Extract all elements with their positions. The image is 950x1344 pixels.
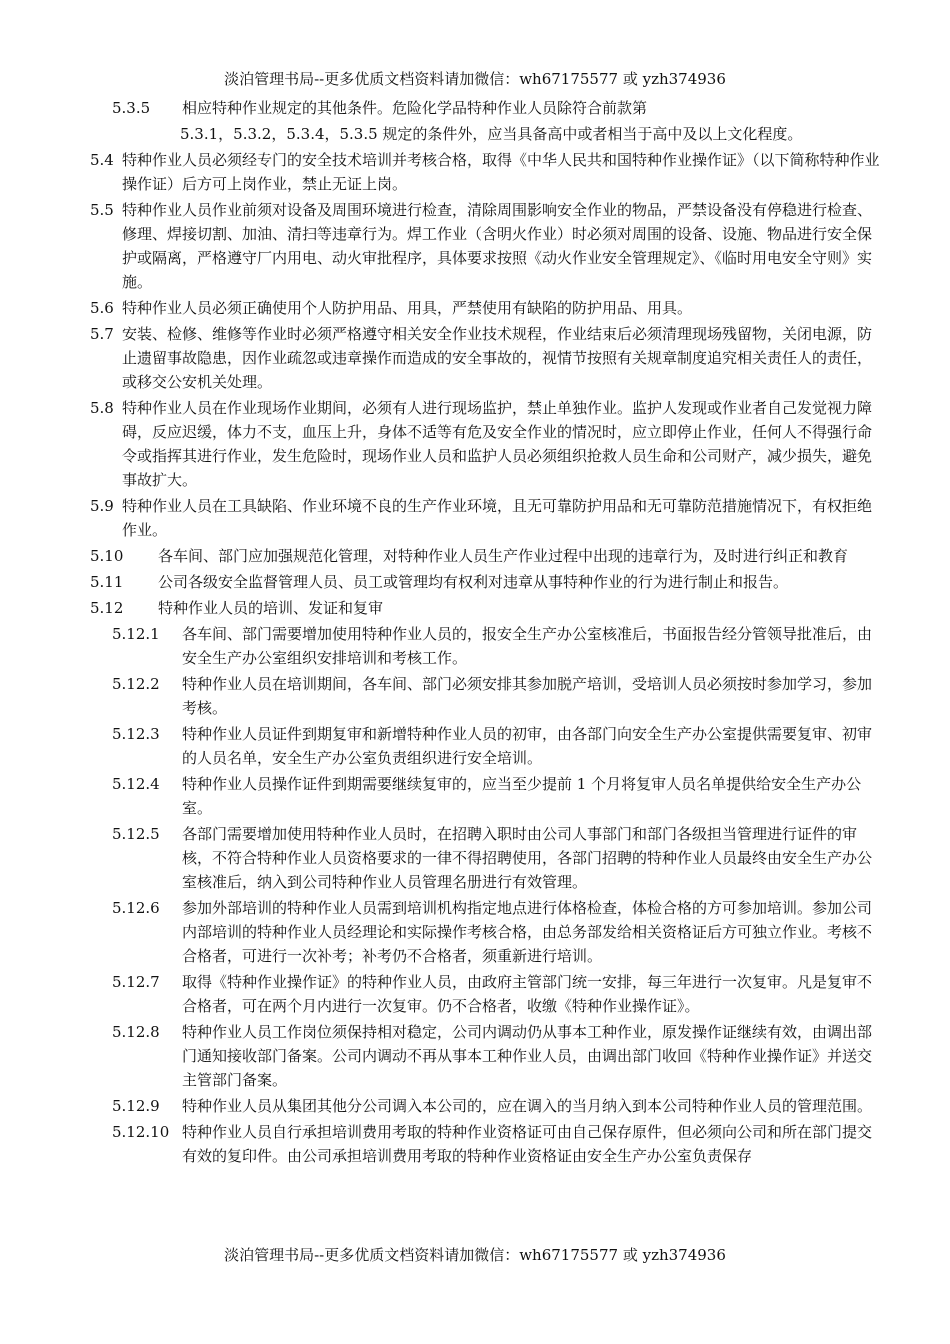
clause-number: 5.12.1 bbox=[112, 625, 160, 643]
clause-text: 相应特种作业规定的其他条件。危险化学品特种作业人员除符合前款第 bbox=[182, 99, 648, 117]
clause-text: 特种作业人员在作业现场作业期间，必须有人进行现场监护，禁止单独作业。监护人发现或作业者自己发觉视力障碍，反应迟缓，体力不支，血压上升，身体不适等有危及安全作业的情况时，应立即停止作业，任何人不得强行命令或指挥其进行作业，发生危险时，现场作业人员和监护人员必须组织抢救人员生命和公司财产，减少损失，避免事故扩大。 bbox=[122, 399, 873, 489]
clause-number: 5.12.2 bbox=[112, 675, 160, 693]
clause-text: 各车间、部门应加强规范化管理，对特种作业人员生产作业过程中出现的违章行为，及时进行纠正和教育 bbox=[158, 547, 849, 565]
clause-5-12-10 bbox=[0, 1120, 950, 1168]
clause-number: 5.12.3 bbox=[112, 725, 160, 743]
clause-number: 5.6 bbox=[90, 299, 114, 317]
clause-text: 特种作业人员证件到期复审和新增特种作业人员的初审，由各部门向安全生产办公室提供需要复审、初审的人员名单，安全生产办公室负责组织进行安全培训。 bbox=[182, 725, 873, 767]
clause-number: 5.12.5 bbox=[112, 825, 160, 843]
clause-number: 5.4 bbox=[90, 151, 114, 169]
clause-text: 特种作业人员从集团其他分公司调入本公司的，应在调入的当月纳入到本公司特种作业人员的管理范围。 bbox=[182, 1097, 873, 1115]
clause-text: 特种作业人员必须正确使用个人防护用品、用具，严禁使用有缺陷的防护用品、用具。 bbox=[122, 299, 693, 317]
clause-5-10 bbox=[0, 544, 950, 568]
clause-text: 各部门需要增加使用特种作业人员时，在招聘入职时由公司人事部门和部门各级担当管理进行证件的审核，不符合特种作业人员资格要求的一律不得招聘使用，各部门招聘的特种作业人员最终由安全生产办公室核准后，纳入到公司特种作业人员管理名册进行有效管理。 bbox=[182, 825, 873, 891]
clause-5-12-1 bbox=[0, 622, 950, 670]
clause-5-6 bbox=[0, 296, 950, 320]
clause-5-12-4 bbox=[0, 772, 950, 820]
clause-number: 5.12.4 bbox=[112, 775, 160, 793]
clause-5-11 bbox=[0, 570, 950, 594]
clause-5-12-3 bbox=[0, 722, 950, 770]
clause-5-12-5 bbox=[0, 822, 950, 894]
clause-5-9 bbox=[0, 494, 950, 542]
clause-5-12 bbox=[0, 596, 950, 620]
clause-text: 特种作业人员在工具缺陷、作业环境不良的生产作业环境，且无可靠防护用品和无可靠防范措施情况下，有权拒绝作业。 bbox=[122, 497, 873, 539]
clause-5-7 bbox=[0, 322, 950, 394]
document-body bbox=[0, 96, 950, 1170]
clause-text: 公司各级安全监督管理人员、员工或管理均有权利对违章从事特种作业的行为进行制止和报告。 bbox=[158, 573, 789, 591]
clause-number: 5.5 bbox=[90, 201, 114, 219]
clause-text: 特种作业人员在培训期间，各车间、部门必须安排其参加脱产培训，受培训人员必须按时参加学习，参加考核。 bbox=[182, 675, 873, 717]
clause-5-12-6 bbox=[0, 896, 950, 968]
clause-number: 5.12.9 bbox=[112, 1097, 160, 1115]
clause-text: 特种作业人员的培训、发证和复审 bbox=[158, 599, 384, 617]
clause-5-12-7 bbox=[0, 970, 950, 1018]
page-footer: 淡泊管理书局--更多优质文档资料请加微信：wh67175577 或 yzh374936 bbox=[224, 1246, 726, 1264]
clause-text: 特种作业人员操作证件到期需要继续复审的，应当至少提前 1 个月将复审人员名单提供给安全生产办公室。 bbox=[182, 775, 862, 817]
clause-5-5 bbox=[0, 198, 950, 294]
clause-text: 参加外部培训的特种作业人员需到培训机构指定地点进行体格检查，体检合格的方可参加培训。参加公司内部培训的特种作业人员经理论和实际操作考核合格，由总务部发给相关资格证后方可独立作业。考核不合格者，可进行一次补考；补考仍不合格者，须重新进行培训。 bbox=[182, 899, 873, 965]
clause-5-12-9 bbox=[0, 1094, 950, 1118]
clause-text: 特种作业人员工作岗位须保持相对稳定，公司内调动仍从事本工种作业，原发操作证继续有效，由调出部门通知接收部门备案。公司内调动不再从事本工种作业人员，由调出部门收回《特种作业操作证》并送交主管部门备案。 bbox=[182, 1023, 873, 1089]
clause-number: 5.7 bbox=[90, 325, 114, 343]
clause-5-12-2 bbox=[0, 672, 950, 720]
clause-number: 5.12.7 bbox=[112, 973, 160, 991]
clause-text: 特种作业人员必须经专门的安全技术培训并考核合格，取得《中华人民共和国特种作业操作证》（以下简称特种作业操作证）后方可上岗作业，禁止无证上岗。 bbox=[122, 151, 880, 193]
clause-text: 取得《特种作业操作证》的特种作业人员，由政府主管部门统一安排，每三年进行一次复审。凡是复审不合格者，可在两个月内进行一次复审。仍不合格者，收缴《特种作业操作证》。 bbox=[182, 973, 873, 1015]
clause-text: 安装、检修、维修等作业时必须严格遵守相关安全作业技术规程，作业结束后必须清理现场残留物，关闭电源，防止遗留事故隐患，因作业疏忽或违章操作而造成的安全事故的，视情节按照有关规章制度追究相关责任人的责任，或移交公安机关处理。 bbox=[122, 325, 873, 391]
clause-5-8 bbox=[0, 396, 950, 492]
clause-5-3-5 bbox=[0, 96, 950, 120]
clause-number: 5.12.10 bbox=[112, 1123, 170, 1141]
clause-number: 5.11 bbox=[90, 573, 124, 591]
clause-5-12-8 bbox=[0, 1020, 950, 1092]
clause-text: 特种作业人员作业前须对设备及周围环境进行检查，清除周围影响安全作业的物品，严禁设备没有停稳进行检查、修理、焊接切割、加油、清扫等违章行为。焊工作业（含明火作业）时必须对周围的设备、设施、物品进行安全保护或隔离，严格遵守厂内用电、动火审批程序，具体要求按照《动火作业安全管理规定》、《临时用电安全守则》实施。 bbox=[122, 201, 873, 291]
clause-number: 5.12.6 bbox=[112, 899, 160, 917]
clause-number: 5.12.8 bbox=[112, 1023, 160, 1041]
page-header: 淡泊管理书局--更多优质文档资料请加微信：wh67175577 或 yzh374936 bbox=[224, 70, 726, 88]
clause-number: 5.8 bbox=[90, 399, 114, 417]
clause-5-4 bbox=[0, 148, 950, 196]
clause-number: 5.10 bbox=[90, 547, 124, 565]
clause-number: 5.12 bbox=[90, 599, 124, 617]
clause-text: 特种作业人员自行承担培训费用考取的特种作业资格证可由自己保存原件，但必须向公司和所在部门提交有效的复印件。由公司承担培训费用考取的特种作业资格证由安全生产办公室负责保存 bbox=[182, 1123, 873, 1165]
clause-number: 5.3.5 bbox=[112, 99, 151, 117]
clause-5-3-5-continuation: 5.3.1，5.3.2，5.3.4，5.3.5 规定的条件外，应当具备高中或者相当于高中及以上文化程度。 bbox=[180, 125, 803, 143]
clause-text: 各车间、部门需要增加使用特种作业人员的，报安全生产办公室核准后，书面报告经分管领导批准后，由安全生产办公室组织安排培训和考核工作。 bbox=[182, 625, 873, 667]
clause-number: 5.9 bbox=[90, 497, 114, 515]
